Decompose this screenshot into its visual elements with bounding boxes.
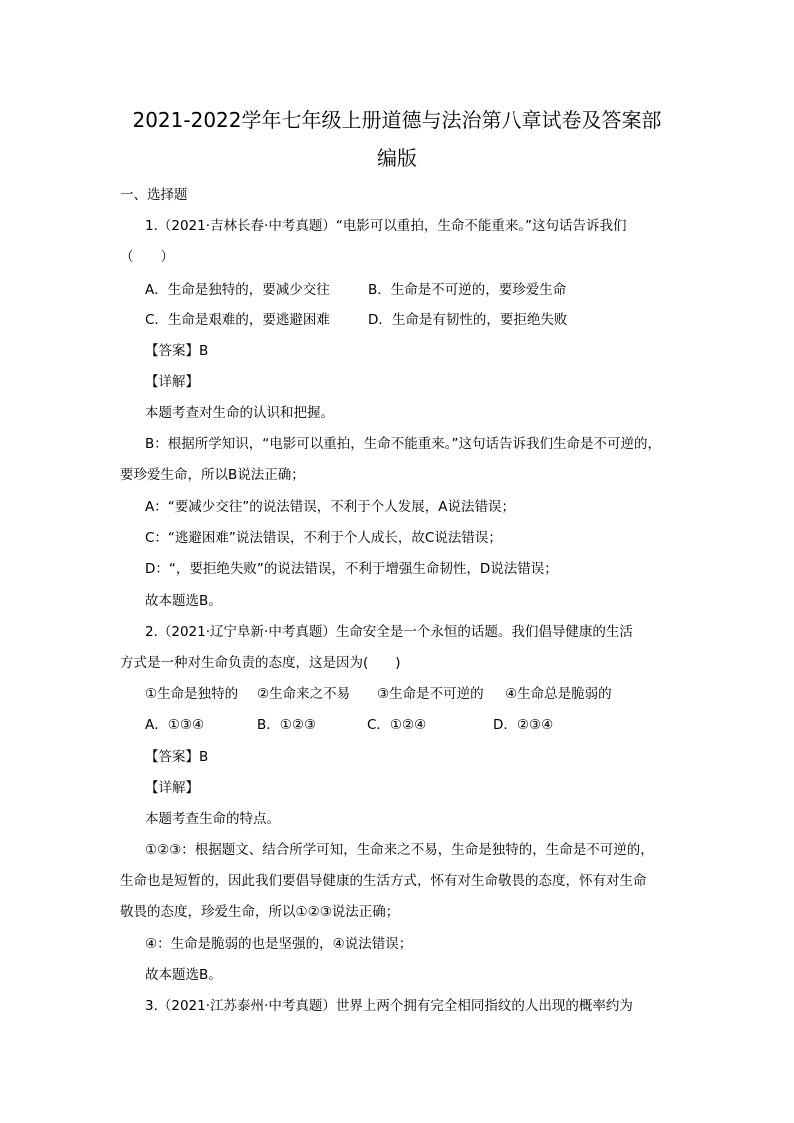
q2-explanation: ④：生命是脆弱的也是坚强的，④说法错误； [145,936,413,952]
section-heading: 一、选择题 [120,187,188,203]
q2-explanation: 故本题选B。 [145,967,222,983]
q2-statement: ②生命来之不易 [257,686,351,702]
q1-stem-cont: （ ） [120,249,174,265]
q2-answer: 【答案】B [145,749,209,765]
q2-option-b: B．①②③ [257,717,317,733]
q3-stem: 3.（2021·江苏泰州·中考真题）世界上两个拥有完全相同指纹的人出现的概率约为 [145,998,633,1014]
doc-title-line1: 2021-2022学年七年级上册道德与法治第八章试卷及答案部 [132,108,662,132]
q1-detail-label: 【详解】 [145,374,199,390]
q1-stem: 1.（2021·吉林长春·中考真题）“电影可以重拍，生命不能重来。”这句话告诉我们 [145,218,627,234]
q1-explanation: 本题考查对生命的认识和把握。 [145,405,334,421]
q1-answer: 【答案】B [145,343,209,359]
q1-explanation: 故本题选B。 [145,593,222,609]
q1-option-a: A．生命是独特的，要减少交往 [145,282,330,298]
q1-explanation: A：“要减少交往”的说法错误，不利于个人发展，A说法错误； [145,499,515,515]
q2-option-a: A．①③④ [145,717,205,733]
q2-statement: ④生命总是脆弱的 [505,686,612,702]
q2-statement: ①生命是独特的 [145,686,239,702]
q1-explanation: D：“，要拒绝失败”的说法错误，不利于增强生命韧性，D说法错误； [145,561,558,577]
q2-stem: 2.（2021·辽宁阜新·中考真题）生命安全是一个永恒的话题。我们倡导健康的生活 [145,624,633,640]
q2-explanation: 本题考查生命的特点。 [145,811,280,827]
q1-option-d: D．生命是有韧性的，要拒绝失败 [368,312,568,328]
q2-explanation: 敬畏的态度，珍爱生命，所以①②③说法正确； [120,904,400,920]
q1-explanation: 要珍爱生命，所以B说法正确； [120,467,305,483]
q1-option-b: B．生命是不可逆的，要珍爱生命 [368,282,567,298]
q2-explanation: ①②③：根据题文、结合所学可知，生命来之不易，生命是独特的，生命是不可逆的， [145,842,654,858]
q1-explanation: C：“逃避困难”说法错误，不利于个人成长，故C说法错误； [145,530,502,546]
q1-option-c: C．生命是艰难的，要逃避困难 [145,312,330,328]
q2-option-d: D．②③④ [493,717,554,733]
q2-statement: ③生命是不可逆的 [377,686,484,702]
q2-detail-label: 【详解】 [145,780,199,796]
q1-explanation: B：根据所学知识，“电影可以重拍，生命不能重来。”这句话告诉我们生命是不可逆的， [145,436,661,452]
q2-explanation: 生命也是短暂的，因此我们要倡导健康的生活方式，怀有对生命敬畏的态度，怀有对生命 [120,873,647,889]
q2-option-c: C．①②④ [367,717,427,733]
doc-title-line2: 编版 [377,146,417,170]
q2-stem-cont: 方式是一种对生命负责的态度，这是因为( ) [120,655,401,671]
